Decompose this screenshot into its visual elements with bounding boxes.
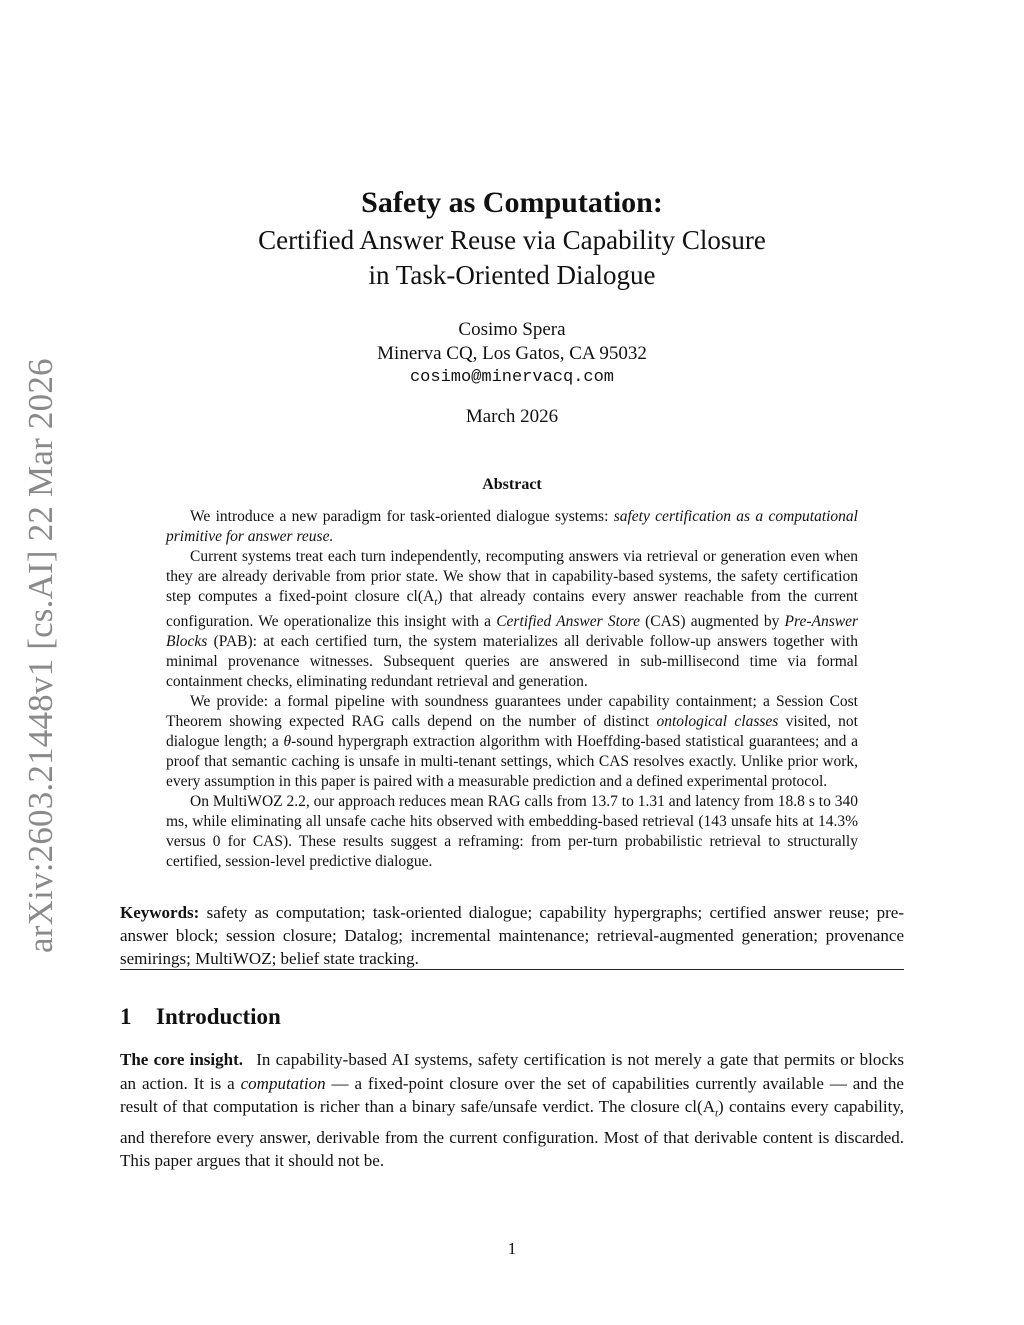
- intro-closure-math: [684, 1097, 724, 1120]
- intro-closure-close: ): [718, 1097, 724, 1116]
- abstract-body: [166, 507, 858, 872]
- paper-subtitle-line-2: in Task-Oriented Dialogue: [368, 260, 656, 290]
- author-block: [120, 318, 904, 390]
- closure-math: [406, 588, 443, 609]
- abstract-p2-text-a: Current systems treat each turn independently, recomputing answers via retrieval or generation even when they are already derivable from prior state. We show that in capability-based systems, the safety certification step computes a fixed-point closure: [166, 548, 858, 605]
- abstract-p3-text-c: -sound hypergraph extraction algorithm with Hoeffding-based statistical guarantees; and a proof that semantic caching is unsafe in multi-tenant settings, which CAS resolves exactly. Unlike prior work, every assumption in this paper is paired with a measurable prediction and a defined experimental protocol.: [166, 733, 858, 791]
- abstract-p2-text-c: (CAS) augmented by: [639, 613, 785, 631]
- abstract-ontological-classes: ontological classes: [656, 713, 779, 731]
- author-affiliation: Minerva CQ, Los Gatos, CA 95032: [377, 343, 647, 364]
- abstract-p1-text: We introduce a new paradigm for task-oriented dialogue systems:: [190, 508, 614, 525]
- abstract-paragraph-4: On MultiWOZ 2.2, our approach reduces mean RAG calls from 13.7 to 1.31 and latency from 18.8 s to 340 ms, while eliminating all unsafe cache hits observed with embedding-based retrieval (143 unsafe hits at 14.3% versus 0 for CAS). These results suggest a reframing: from per-turn probabilistic retrieval to structurally certified, session-level predictive dialogue.: [166, 793, 858, 871]
- introduction-paragraph: [120, 1048, 904, 1173]
- keywords-list: safety as computation; task-oriented dialogue; capability hypergraphs; certified answer reuse; pre-answer block; session closure; Datalog; incremental maintenance; retrieval-augmented generation; provenance semirings; MultiWOZ; belief state tracking.: [120, 903, 905, 968]
- abstract-cas-term: Certified Answer Store: [496, 613, 640, 631]
- theta-symbol: θ: [283, 733, 292, 751]
- intro-text-b: — a fixed-point closure over the set of capabilities currently available — and the result of that computation is richer than a binary safe/unsafe verdict. The closure: [120, 1073, 904, 1116]
- title-block: [120, 183, 904, 293]
- section-heading: [120, 1001, 281, 1033]
- publication-date: March 2026: [465, 406, 559, 427]
- paper-title: Safety as Computation:: [361, 186, 663, 219]
- closure-math-subscript: t: [434, 596, 438, 609]
- abstract-paragraph-2: [166, 547, 858, 692]
- abstract-paragraph-3: [166, 692, 858, 792]
- closure-math-close: ): [437, 588, 443, 605]
- abstract-p2-text-b: that already contains every answer reachable from the current configuration. We operationalize this insight with a: [166, 588, 858, 631]
- abstract-p1-emphasis: safety certification as a computational primitive for answer reuse.: [166, 508, 858, 545]
- abstract-pab-term: Pre-Answer Blocks: [166, 613, 858, 651]
- page-number: 1: [507, 1239, 517, 1258]
- author-email: cosimo@minervacq.com: [409, 368, 615, 387]
- intro-closure-subscript: t: [714, 1107, 719, 1120]
- section-title: Introduction: [156, 1004, 281, 1029]
- paper-subtitle-line-1: Certified Answer Reuse via Capability Closure: [258, 225, 766, 255]
- intro-computation-emphasis: computation: [240, 1073, 326, 1093]
- abstract-paragraph-1: [166, 507, 858, 547]
- abstract-p3-text-a: We provide: a formal pipeline with soundness guarantees under capability containment; a Session Cost Theorem showing expected RAG calls depend on the number of distinct: [166, 693, 858, 731]
- closure-math-base: cl(A: [406, 588, 435, 605]
- arxiv-identifier-stamp: arXiv:2603.21448v1 [cs.AI] 22 Mar 2026: [21, 358, 60, 953]
- section-number: 1: [120, 1004, 132, 1029]
- intro-text-a: In capability-based AI systems, safety certification is not merely a gate that permits or blocks an action. It is a: [120, 1050, 904, 1093]
- abstract-p2-text-d: (PAB): at each certified turn, the system materializes all derivable follow-up answers together with minimal provenance witnesses. Subsequent queries are answered in sub-millisecond time via formal containment checks, eliminating redundant retrieval and generation.: [166, 633, 858, 691]
- keywords: [120, 901, 904, 970]
- intro-text-c: contains every capability, and therefore every answer, derivable from the current configuration. Most of that derivable content is discarded. This paper argues that it should not be.: [120, 1097, 904, 1171]
- abstract-heading: Abstract: [482, 476, 542, 493]
- abstract-p3-text-b: visited, not dialogue length; a: [166, 713, 858, 751]
- author-name: Cosimo Spera: [458, 319, 566, 340]
- keywords-label: Keywords:: [120, 903, 200, 922]
- paragraph-lead: The core insight.: [120, 1050, 244, 1069]
- intro-closure-base: cl(A: [684, 1097, 715, 1116]
- keywords-divider: [120, 969, 904, 970]
